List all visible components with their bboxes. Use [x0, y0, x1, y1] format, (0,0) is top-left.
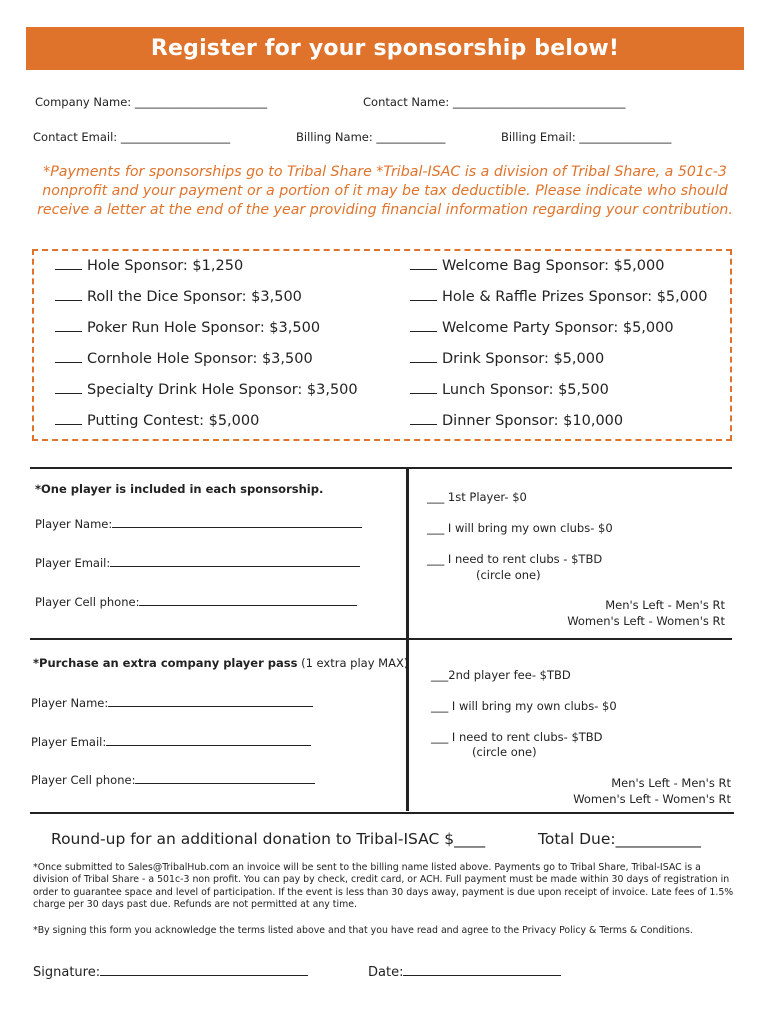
checkbox-blank[interactable]: [55, 382, 82, 394]
billing-email-field[interactable]: Billing Email: ________________: [501, 130, 672, 144]
player1-womens-clubs-choice[interactable]: Women's Left - Women's Rt: [567, 614, 725, 628]
player2-name-field[interactable]: Player Name:: [31, 695, 313, 710]
checkbox-blank[interactable]: [55, 351, 82, 363]
date-line[interactable]: [403, 962, 561, 976]
player1-heading: *One player is included in each sponsorship.: [35, 482, 324, 496]
divider-top: [30, 467, 732, 469]
sponsor-option-putting-contest[interactable]: Putting Contest: $5,000: [55, 413, 259, 429]
player2-phone-line[interactable]: [135, 772, 315, 784]
date-field[interactable]: Date:: [368, 962, 561, 980]
acknowledgement-text: *By signing this form you acknowledge the terms listed above and that you have read and agree to the Privacy Policy & Terms & Conditions.: [33, 925, 693, 936]
player2-rent-clubs-option[interactable]: ___ I need to rent clubs- $TBD: [431, 730, 603, 744]
player1-circle-note: (circle one): [476, 568, 541, 582]
sponsor-option-welcome-bag[interactable]: Welcome Bag Sponsor: $5,000: [410, 258, 664, 274]
player2-phone-field[interactable]: Player Cell phone:: [31, 772, 315, 787]
form-title-banner: Register for your sponsorship below!: [26, 27, 744, 70]
player1-fee-option[interactable]: ___ 1st Player- $0: [427, 490, 527, 504]
player2-name-line[interactable]: [108, 695, 313, 707]
player1-own-clubs-option[interactable]: ___ I will bring my own clubs- $0: [427, 521, 613, 535]
divider-bottom: [30, 812, 734, 814]
player1-email-field[interactable]: Player Email:: [35, 555, 360, 570]
checkbox-blank[interactable]: [55, 320, 82, 332]
checkbox-blank[interactable]: [55, 289, 82, 301]
player2-email-field[interactable]: Player Email:: [31, 734, 311, 749]
company-name-field[interactable]: Company Name: _______________________: [35, 95, 268, 109]
checkbox-blank[interactable]: [410, 320, 437, 332]
sponsor-option-specialty-drink[interactable]: Specialty Drink Hole Sponsor: $3,500: [55, 382, 358, 398]
sponsor-option-drink[interactable]: Drink Sponsor: $5,000: [410, 351, 604, 367]
player1-phone-line[interactable]: [139, 594, 357, 606]
player1-name-field[interactable]: Player Name:: [35, 516, 362, 531]
player2-own-clubs-option[interactable]: ___ I will bring my own clubs- $0: [431, 699, 617, 713]
signature-line[interactable]: [100, 962, 308, 976]
player1-mens-clubs-choice[interactable]: Men's Left - Men's Rt: [605, 598, 725, 612]
checkbox-blank[interactable]: [410, 413, 437, 425]
sponsor-option-dinner[interactable]: Dinner Sponsor: $10,000: [410, 413, 623, 429]
sponsor-option-lunch[interactable]: Lunch Sponsor: $5,500: [410, 382, 609, 398]
player2-womens-clubs-choice[interactable]: Women's Left - Women's Rt: [573, 792, 731, 806]
divider-vertical-1: [406, 467, 409, 640]
invoice-terms-text: *Once submitted to Sales@TribalHub.com an invoice will be sent to the billing name listed above. Payments go to Tribal Share, Tribal-ISAC is a division of Tribal Share - a 501c-3 non profit. You can pay by check, credit card, or ACH. Full payment must be made within 30 days of registration in order to guarantee space and level of participation. If the event is less than 30 days away, payment is due upon receipt of invoice. Late fees of 1.5% charge per 30 days past due. Refunds are not permitted at any time.: [33, 862, 734, 910]
player2-heading: *Purchase an extra company player pass (1 extra play MAX): [33, 656, 409, 670]
billing-name-field[interactable]: Billing Name: ____________: [296, 130, 446, 144]
player2-fee-option[interactable]: ___2nd player fee- $TBD: [431, 668, 571, 682]
checkbox-blank[interactable]: [410, 258, 437, 270]
sponsor-option-roll-dice[interactable]: Roll the Dice Sponsor: $3,500: [55, 289, 302, 305]
total-due-field[interactable]: Total Due:___________: [538, 830, 701, 848]
divider-middle: [30, 638, 732, 640]
player1-name-line[interactable]: [112, 516, 362, 528]
sponsor-option-poker-run[interactable]: Poker Run Hole Sponsor: $3,500: [55, 320, 320, 336]
player1-rent-clubs-option[interactable]: ___ I need to rent clubs - $TBD: [427, 552, 603, 566]
checkbox-blank[interactable]: [55, 413, 82, 425]
player1-phone-field[interactable]: Player Cell phone:: [35, 594, 357, 609]
sponsor-option-hole[interactable]: Hole Sponsor: $1,250: [55, 258, 243, 274]
player2-circle-note: (circle one): [472, 745, 537, 759]
signature-field[interactable]: Signature:: [33, 962, 308, 980]
player2-mens-clubs-choice[interactable]: Men's Left - Men's Rt: [611, 776, 731, 790]
checkbox-blank[interactable]: [410, 382, 437, 394]
sponsor-option-cornhole[interactable]: Cornhole Hole Sponsor: $3,500: [55, 351, 313, 367]
contact-email-field[interactable]: Contact Email: ___________________: [33, 130, 231, 144]
player1-email-line[interactable]: [110, 555, 360, 567]
contact-name-field[interactable]: Contact Name: ______________________________: [363, 95, 626, 109]
checkbox-blank[interactable]: [410, 351, 437, 363]
roundup-donation-field[interactable]: Round-up for an additional donation to Tribal-ISAC $____: [51, 830, 486, 848]
checkbox-blank[interactable]: [55, 258, 82, 270]
payment-notice: *Payments for sponsorships go to Tribal Share *Tribal-ISAC is a division of Tribal Share, a 501c-3 nonprofit and your payment or a portion of it may be tax deductible. Please indicate who should receive a letter at the end of the year providing financial information regarding your contribution.: [37, 164, 733, 218]
sponsor-option-welcome-party[interactable]: Welcome Party Sponsor: $5,000: [410, 320, 674, 336]
player2-email-line[interactable]: [106, 734, 311, 746]
checkbox-blank[interactable]: [410, 289, 437, 301]
sponsor-option-hole-raffle[interactable]: Hole & Raffle Prizes Sponsor: $5,000: [410, 289, 707, 305]
